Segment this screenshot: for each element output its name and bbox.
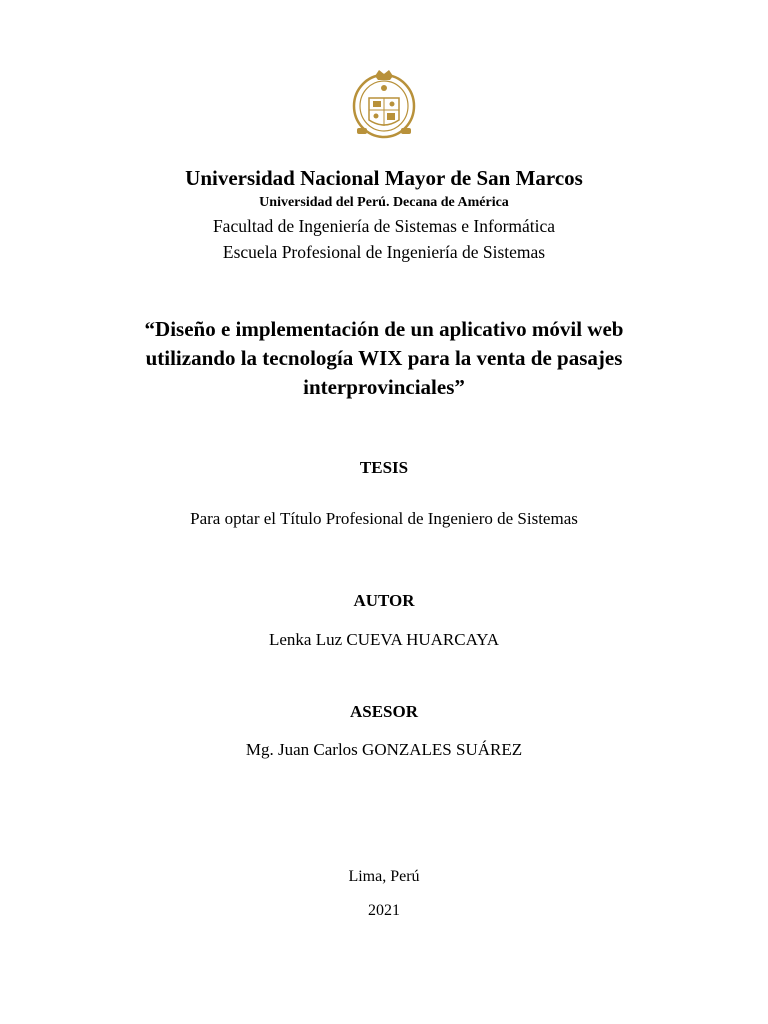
thesis-title-line: interprovinciales” (303, 375, 465, 399)
thesis-title (84, 315, 684, 402)
place: Lima, Perú (348, 868, 420, 885)
thesis-title-line: utilizando la tecnología WIX para la venta de pasajes (145, 346, 623, 370)
university-subtitle: Universidad del Perú. Decana de América (259, 195, 509, 210)
advisor-heading: ASESOR (349, 702, 419, 721)
thesis-title-line: “Diseño e implementación de un aplicativo móvil web (144, 317, 624, 341)
advisor-name: Mg. Juan Carlos GONZALES SUÁREZ (245, 740, 523, 759)
school-name: Escuela Profesional de Ingeniería de Sistemas (222, 242, 546, 262)
faculty-name: Facultad de Ingeniería de Sistemas e Informática (212, 216, 556, 236)
degree-purpose: Para optar el Título Profesional de Ingeniero de Sistemas (190, 509, 578, 528)
document-type: TESIS (359, 458, 409, 477)
university-seal-logo (349, 68, 419, 140)
author-heading: AUTOR (353, 591, 415, 610)
year: 2021 (368, 902, 400, 919)
author-name: Lenka Luz CUEVA HUARCAYA (269, 630, 499, 649)
university-name: Universidad Nacional Mayor de San Marcos (185, 166, 583, 190)
